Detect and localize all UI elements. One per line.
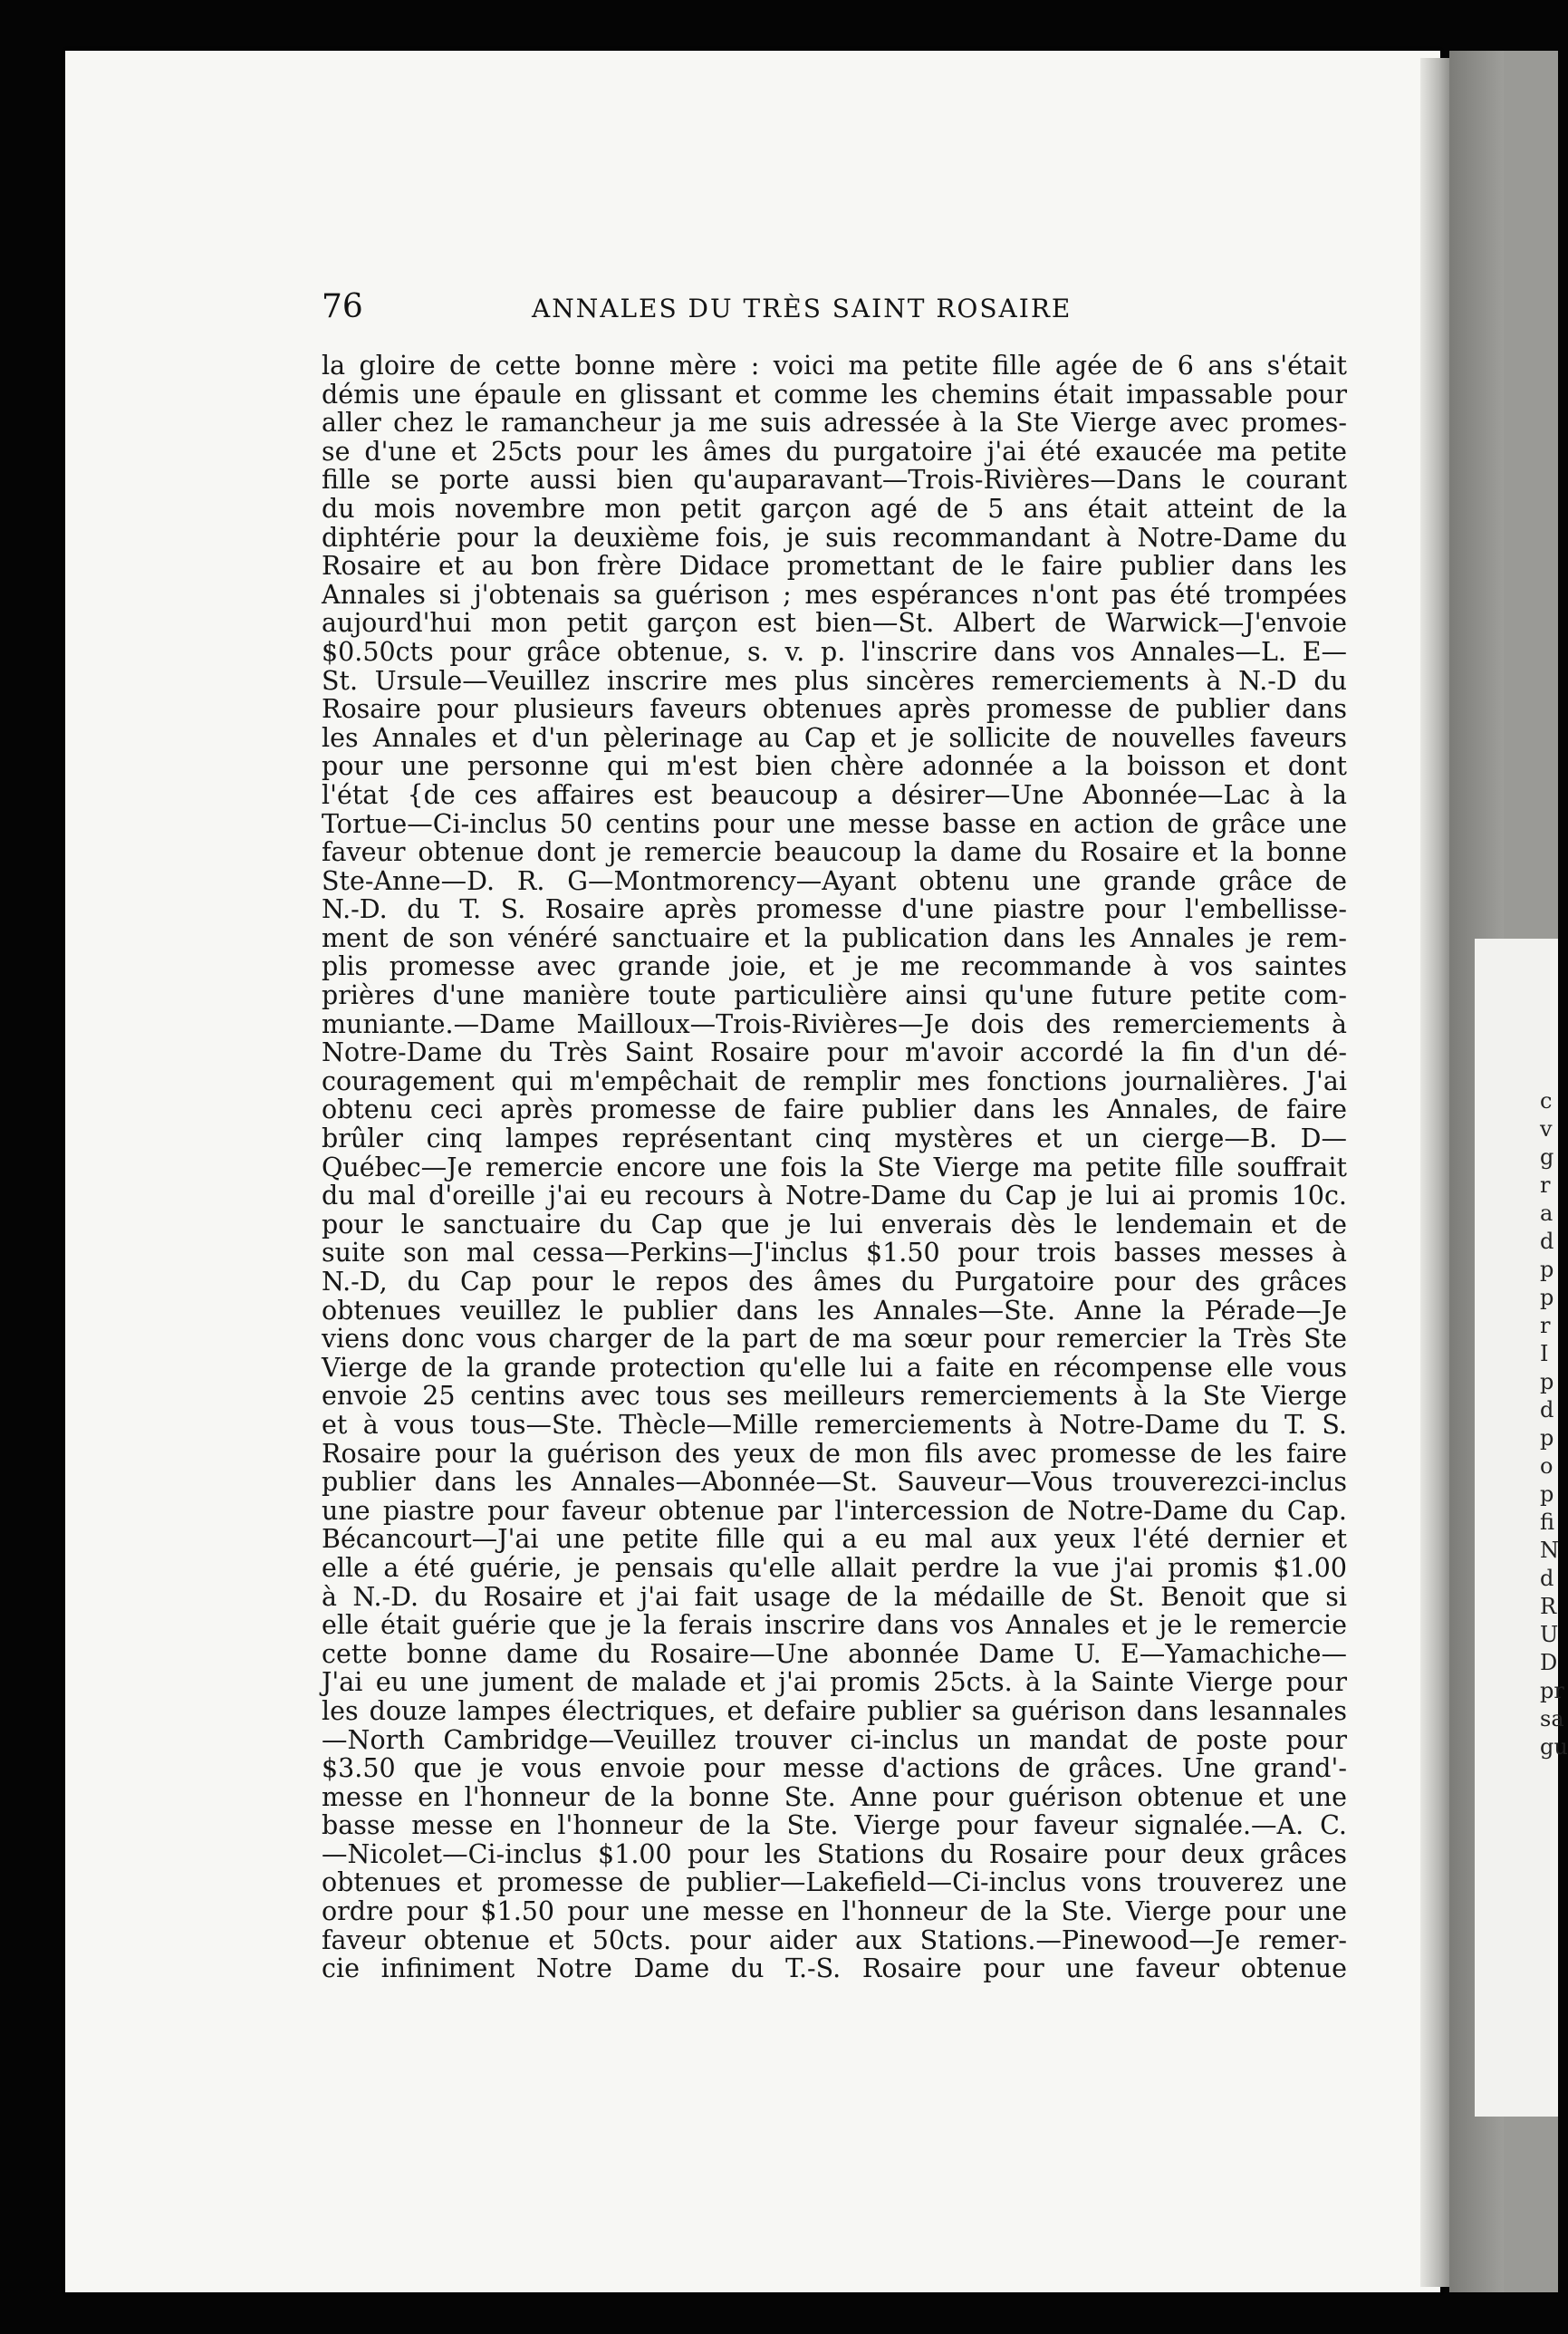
adjacent-page-fragment: U [1540, 1622, 1559, 1647]
text-line: cette bonne dame du Rosaire—Une abonnée Dame U. E—Yamachiche— [322, 1638, 1347, 1669]
adjacent-page-fragment: p [1540, 1369, 1554, 1394]
text-line: $3.50 que je vous envoie pour messe d'actions de grâces. Une grand'- [322, 1753, 1347, 1784]
text-line: pour une personne qui m'est bien chère adonnée a la boisson et dont [322, 751, 1347, 782]
adjacent-page-fragment: fi [1540, 1509, 1555, 1535]
page-number: 76 [322, 288, 363, 325]
adjacent-page-fragment: o [1540, 1453, 1554, 1479]
text-line: cie infiniment Notre Dame du T.-S. Rosaire pour une faveur obtenue [322, 1953, 1347, 1984]
text-line: Québec—Je remercie encore une fois la Ste Vierge ma petite fille souffrait [322, 1152, 1347, 1182]
text-line: faveur obtenue dont je remercie beaucoup la dame du Rosaire et la bonne [322, 837, 1347, 868]
text-line: elle a été guérie, je pensais qu'elle allait perdre la vue j'ai promis $1.00 [322, 1552, 1347, 1583]
text-line: N.-D. du T. S. Rosaire après promesse d'une piastre pour l'embellisse- [322, 894, 1347, 925]
text-line: muniante.—Dame Mailloux—Trois-Rivières—Je dois des remerciements à [322, 1008, 1347, 1039]
adjacent-page-fragment: N [1540, 1538, 1559, 1563]
text-line: brûler cinq lampes représentant cinq mystères et un cierge—B. D— [322, 1124, 1347, 1154]
adjacent-page-fragment: g [1540, 1144, 1554, 1170]
page-header [322, 288, 1354, 332]
adjacent-page-fragment: a [1540, 1201, 1554, 1226]
adjacent-page-fragment: sa [1540, 1706, 1564, 1731]
text-line: démis une épaule en glissant et comme les chemins était impassable pour [322, 379, 1347, 410]
text-line: aujourd'hui mon petit garçon est bien—St. Albert de Warwick—J'envoie [322, 608, 1347, 639]
text-line: les douze lampes électriques, et defaire publier sa guérison dans lesannales [322, 1695, 1347, 1726]
text-line: Bécancourt—J'ai une petite fille qui a eu mal aux yeux l'été dernier et [322, 1524, 1347, 1555]
adjacent-page-fragment: p [1540, 1285, 1554, 1310]
adjacent-page-fragment: p [1540, 1425, 1554, 1451]
text-line: publier dans les Annales—Abonnée—St. Sauveur—Vous trouverezci-inclus [322, 1467, 1347, 1498]
text-line: Rosaire pour plusieurs faveurs obtenues après promesse de publier dans [322, 694, 1347, 725]
text-line: N.-D, du Cap pour le repos des âmes du Purgatoire pour des grâces [322, 1267, 1347, 1297]
adjacent-page-fragment: pr [1540, 1678, 1564, 1703]
text-line: aller chez le ramancheur ja me suis adressée à la Ste Vierge avec promes- [322, 408, 1347, 439]
text-line: elle était guérie que je la ferais inscrire dans vos Annales et je le remercie [322, 1610, 1347, 1641]
body-text [322, 352, 1347, 1983]
text-line: du mal d'oreille j'ai eu recours à Notre-Dame du Cap je lui ai promis 10c. [322, 1181, 1347, 1211]
adjacent-page-text-fragments [1540, 1087, 1568, 1761]
text-line: Tortue—Ci-inclus 50 centins pour une messe basse en action de grâce une [322, 808, 1347, 839]
adjacent-page-fragment: r [1540, 1313, 1551, 1338]
text-line: envoie 25 centins avec tous ses meilleurs remerciements à la Ste Vierge [322, 1381, 1347, 1412]
text-line: une piastre pour faveur obtenue par l'intercession de Notre-Dame du Cap. [322, 1495, 1347, 1526]
adjacent-page-fragment: p [1540, 1481, 1554, 1507]
text-line: les Annales et d'un pèlerinage au Cap et je sollicite de nouvelles faveurs [322, 722, 1347, 753]
adjacent-page-fragment: d [1540, 1229, 1554, 1254]
text-line: $0.50cts pour grâce obtenue, s. v. p. l'inscrire dans vos Annales—L. E— [322, 636, 1347, 667]
text-line: obtenues veuillez le publier dans les Annales—Ste. Anne la Pérade—Je [322, 1295, 1347, 1326]
text-line: l'état {de ces affaires est beaucoup a désirer—Une Abonnée—Lac à la [322, 779, 1347, 810]
text-line: —Nicolet—Ci-inclus $1.00 pour les Stations du Rosaire pour deux grâces [322, 1838, 1347, 1869]
text-line: du mois novembre mon petit garçon agé de 5 ans était atteint de la [322, 493, 1347, 524]
text-line: obtenu ceci après promesse de faire publier dans les Annales, de faire [322, 1095, 1347, 1125]
text-line: Ste-Anne—D. R. G—Montmorency—Ayant obtenu une grande grâce de [322, 865, 1347, 896]
text-line: viens donc vous charger de la part de ma sœur pour remercier la Très Ste [322, 1324, 1347, 1355]
text-line: messe en l'honneur de la bonne Ste. Anne pour guérison obtenue et une [322, 1781, 1347, 1812]
adjacent-page-fragment: I [1540, 1341, 1549, 1366]
adjacent-page-fragment: D [1540, 1650, 1558, 1675]
text-line: ment de son vénéré sanctuaire et la publication dans les Annales je rem- [322, 922, 1347, 953]
text-line: —North Cambridge—Veuillez trouver ci-inclus un mandat de poste pour [322, 1724, 1347, 1755]
text-line: Annales si j'obtenais sa guérison ; mes espérances n'ont pas été trompées [322, 579, 1347, 610]
text-line: plis promesse avec grande joie, et je me recommande à vos saintes [322, 951, 1347, 982]
text-line: Notre-Dame du Très Saint Rosaire pour m'avoir accordé la fin d'un dé- [322, 1037, 1347, 1068]
text-line: obtenues et promesse de publier—Lakefield—Ci-inclus vons trouverez une [322, 1867, 1347, 1898]
text-line: à N.-D. du Rosaire et j'ai fait usage de la médaille de St. Benoit que si [322, 1581, 1347, 1612]
adjacent-page-fragment: d [1540, 1397, 1554, 1423]
text-line: la gloire de cette bonne mère : voici ma petite fille agée de 6 ans s'était [322, 351, 1347, 381]
text-line: faveur obtenue et 50cts. pour aider aux Stations.—Pinewood—Je remer- [322, 1924, 1347, 1955]
adjacent-page-fragment: gu [1540, 1734, 1568, 1760]
text-line: ordre pour $1.50 pour une messe en l'honneur de la Ste. Vierge pour une [322, 1896, 1347, 1927]
text-line: Rosaire et au bon frère Didace promettant de le faire publier dans les [322, 551, 1347, 582]
text-line: suite son mal cessa—Perkins—J'inclus $1.50 pour trois basses messes à [322, 1238, 1347, 1268]
adjacent-page-fragment: r [1540, 1172, 1551, 1198]
text-line: diphtérie pour la deuxième fois, je suis recommandant à Notre-Dame du [322, 522, 1347, 553]
text-line: Rosaire pour la guérison des yeux de mon fils avec promesse de les faire [322, 1438, 1347, 1469]
text-line: J'ai eu une jument de malade et j'ai promis 25cts. à la Sainte Vierge pour [322, 1667, 1347, 1698]
page-spine-shadow [1420, 58, 1451, 2287]
text-line: et à vous tous—Ste. Thècle—Mille remerciements à Notre-Dame du T. S. [322, 1409, 1347, 1440]
adjacent-page-fragment: v [1540, 1116, 1553, 1142]
text-line: St. Ursule—Veuillez inscrire mes plus sincères remerciements à N.-D du [322, 665, 1347, 696]
text-line: pour le sanctuaire du Cap que je lui enverais dès le lendemain et de [322, 1209, 1347, 1239]
adjacent-page-fragment: d [1540, 1566, 1554, 1591]
text-line: se d'une et 25cts pour les âmes du purgatoire j'ai été exaucée ma petite [322, 436, 1347, 467]
text-line: couragement qui m'empêchait de remplir mes fonctions journalières. J'ai [322, 1066, 1347, 1096]
text-line: Vierge de la grande protection qu'elle lui a faite en récompense elle vous [322, 1352, 1347, 1383]
adjacent-page-fragment: c [1540, 1088, 1553, 1114]
text-line: basse messe en l'honneur de la Ste. Vierge pour faveur signalée.—A. C. [322, 1810, 1347, 1841]
running-title: ANNALES DU TRÈS SAINT ROSAIRE [532, 294, 1073, 323]
adjacent-page-fragment: p [1540, 1257, 1554, 1282]
adjacent-page-fragment: R [1540, 1594, 1557, 1619]
text-line: prières d'une manière toute particulière ainsi qu'une future petite com- [322, 980, 1347, 1011]
text-line: fille se porte aussi bien qu'auparavant—Trois-Rivières—Dans le courant [322, 465, 1347, 496]
